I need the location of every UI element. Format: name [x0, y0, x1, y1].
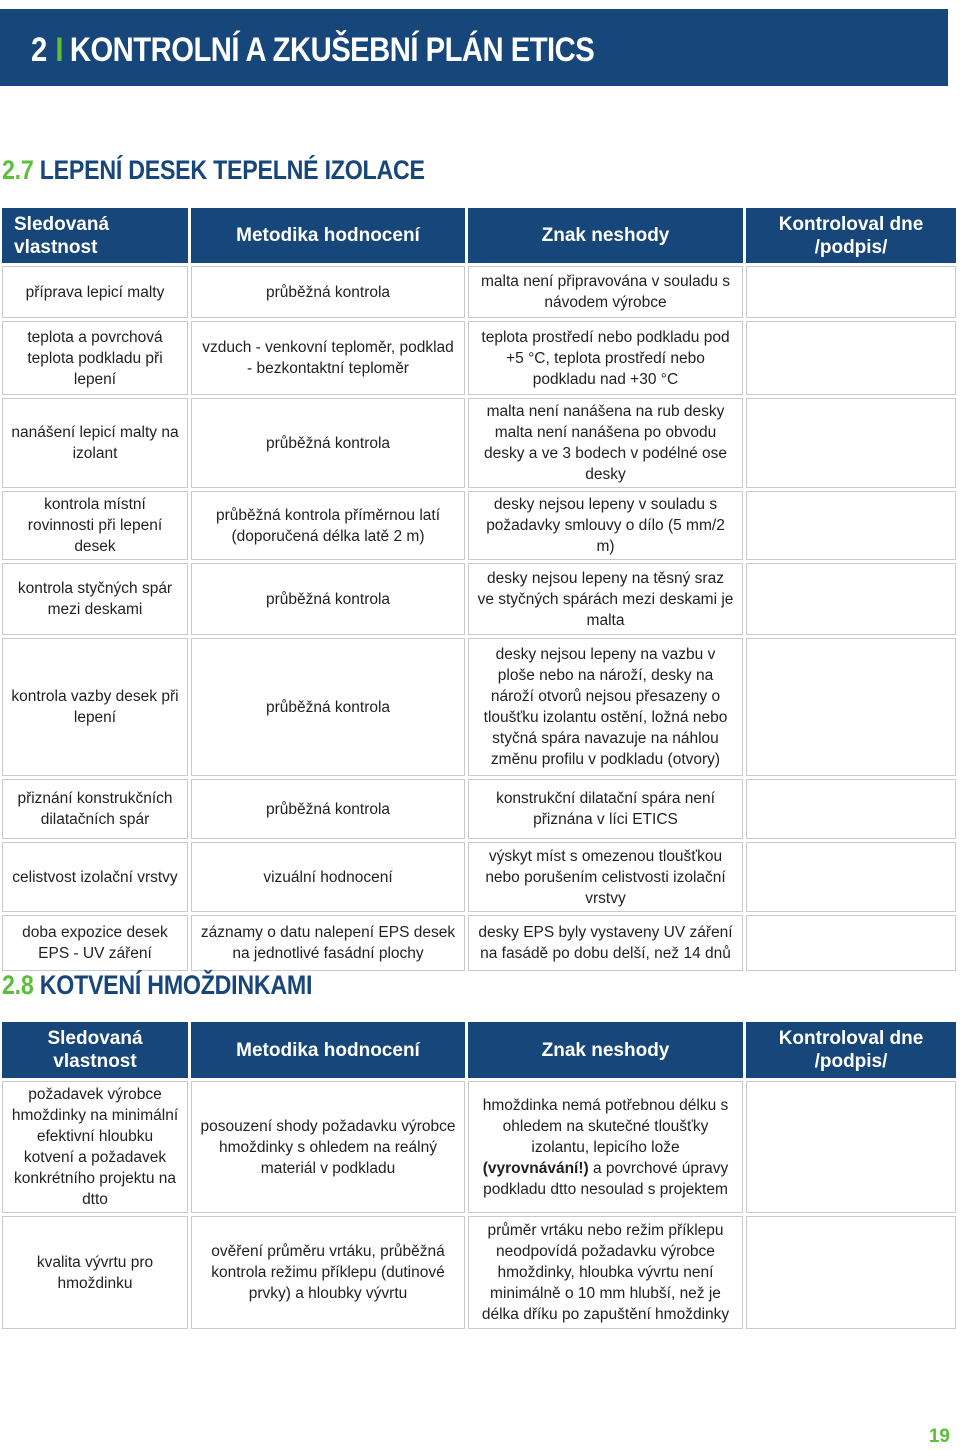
- cell-kontroloval[interactable]: [746, 638, 956, 776]
- cell-neshoda: výskyt míst s omezenou tloušťkou nebo porušením celistvosti izolační vrstvy: [468, 842, 743, 912]
- cell-vlastnost: doba expozice desek EPS - UV záření: [2, 915, 188, 971]
- section-number: 2.8: [2, 970, 34, 1000]
- neshoda-text: a povrchové úpravy podkladu dtto nesoulad s projektem: [483, 1159, 729, 1198]
- cell-vlastnost: kvalita vývrtu pro hmoždinku: [2, 1216, 188, 1329]
- cell-metodika: vzduch - venkovní teploměr, podklad - bezkontaktní teploměr: [191, 321, 465, 395]
- table-row: [2, 842, 956, 912]
- column-header: Sledovaná vlastnost: [2, 208, 188, 263]
- column-header: Sledovaná vlastnost: [2, 1022, 188, 1078]
- cell-vlastnost: celistvost izolační vrstvy: [2, 842, 188, 912]
- cell-metodika: vizuální hodnocení: [191, 842, 465, 912]
- chapter-number: 2: [31, 31, 47, 69]
- table-row: [2, 638, 956, 776]
- section-heading-2-7: [2, 155, 425, 186]
- cell-vlastnost: teplota a povrchová teplota podkladu při lepení: [2, 321, 188, 395]
- cell-metodika: průběžná kontrola: [191, 398, 465, 488]
- cell-neshoda: konstrukční dilatační spára není přiznána v líci ETICS: [468, 779, 743, 839]
- cell-kontroloval[interactable]: [746, 491, 956, 560]
- cell-metodika: průběžná kontrola: [191, 779, 465, 839]
- section-title: LEPENÍ DESEK TEPELNÉ IZOLACE: [39, 155, 425, 185]
- cell-neshoda: malta není nanášena na rub desky malta není nanášena po obvodu desky a ve 3 bodech v podélné ose desky: [468, 398, 743, 488]
- table-lepeni: [0, 205, 959, 974]
- cell-vlastnost: kontrola styčných spár mezi deskami: [2, 563, 188, 635]
- cell-metodika: průběžná kontrola příměrnou latí (doporučená délka latě 2 m): [191, 491, 465, 560]
- section-title: KOTVENÍ HMOŽDINKAMI: [39, 970, 313, 1000]
- table-row: [2, 266, 956, 318]
- table-row: [2, 398, 956, 488]
- table-row: [2, 491, 956, 560]
- cell-neshoda: desky nejsou lepeny v souladu s požadavky smlouvy o dílo (5 mm/2 m): [468, 491, 743, 560]
- cell-vlastnost: přiznání konstrukčních dilatačních spár: [2, 779, 188, 839]
- cell-metodika: posouzení shody požadavku výrobce hmoždinky s ohledem na reálný materiál v podkladu: [191, 1081, 465, 1213]
- cell-kontroloval[interactable]: [746, 1216, 956, 1329]
- chapter-title-text: KONTROLNÍ A ZKUŠEBNÍ PLÁN ETICS: [69, 31, 595, 69]
- cell-kontroloval[interactable]: [746, 266, 956, 318]
- cell-metodika: průběžná kontrola: [191, 266, 465, 318]
- table-row: [2, 1081, 956, 1213]
- section-heading-2-8: [2, 970, 312, 1001]
- cell-vlastnost: kontrola místní rovinnosti při lepení desek: [2, 491, 188, 560]
- chapter-title: [31, 31, 594, 70]
- section-number: 2.7: [2, 155, 34, 185]
- neshoda-text: hmoždinka nemá potřebnou délku s ohledem na skutečné tloušťky izolantu, lepicího lože: [482, 1096, 729, 1156]
- cell-vlastnost: kontrola vazby desek při lepení: [2, 638, 188, 776]
- table-header-row: [2, 208, 956, 263]
- cell-neshoda: [468, 1081, 743, 1213]
- cell-neshoda: desky nejsou lepeny na vazbu v ploše nebo na nároží, desky na nároží otvorů nejsou přesazeny o tloušťku izolantu ostění, ložná nebo styčná spára navazuje na náhlou změnu profilu v podkladu (otvory): [468, 638, 743, 776]
- column-header: Znak neshody: [468, 1022, 743, 1078]
- cell-vlastnost: nanášení lepicí malty na izolant: [2, 398, 188, 488]
- cell-metodika: průběžná kontrola: [191, 638, 465, 776]
- cell-neshoda: teplota prostředí nebo podkladu pod +5 °C, teplota prostředí nebo podkladu nad +30 °C: [468, 321, 743, 395]
- cell-kontroloval[interactable]: [746, 915, 956, 971]
- neshoda-text: průměr vrtáku nebo režim příklepu neodpovídá požadavku výrobce hmoždinky, hloubka vývrtu není minimálně o 10 mm hlubší, než je délka dříku po zapuštění hmoždinky: [481, 1222, 730, 1323]
- cell-kontroloval[interactable]: [746, 842, 956, 912]
- cell-kontroloval[interactable]: [746, 398, 956, 488]
- table-row: [2, 321, 956, 395]
- table-row: [2, 779, 956, 839]
- cell-metodika: ověření průměru vrtáku, průběžná kontrola režimu příklepu (dutinové prvky) a hloubky vývrtu: [191, 1216, 465, 1329]
- column-header: Kontroloval dne /podpis/: [746, 1022, 956, 1078]
- neshoda-emphasis: (vyrovnávání!): [482, 1159, 589, 1177]
- cell-neshoda: desky nejsou lepeny na těsný sraz ve styčných spárách mezi deskami je malta: [468, 563, 743, 635]
- column-header: Metodika hodnocení: [191, 1022, 465, 1078]
- cell-vlastnost: příprava lepicí malty: [2, 266, 188, 318]
- cell-kontroloval[interactable]: [746, 321, 956, 395]
- separator-bar: I: [55, 31, 63, 69]
- table-header-row: [2, 1022, 956, 1078]
- cell-neshoda: desky EPS byly vystaveny UV záření na fasádě po dobu delší, než 14 dnů: [468, 915, 743, 971]
- table-row: [2, 1216, 956, 1329]
- cell-vlastnost: požadavek výrobce hmoždinky na minimální efektivní hloubku kotvení a požadavek konkrétního projektu na dtto: [2, 1081, 188, 1213]
- table-row: [2, 915, 956, 971]
- cell-metodika: průběžná kontrola: [191, 563, 465, 635]
- column-header: Znak neshody: [468, 208, 743, 263]
- column-header: Metodika hodnocení: [191, 208, 465, 263]
- table-row: [2, 563, 956, 635]
- table-kotveni: [0, 1019, 959, 1332]
- cell-kontroloval[interactable]: [746, 779, 956, 839]
- cell-metodika: záznamy o datu nalepení EPS desek na jednotlivé fasádní plochy: [191, 915, 465, 971]
- cell-kontroloval[interactable]: [746, 563, 956, 635]
- cell-kontroloval[interactable]: [746, 1081, 956, 1213]
- chapter-banner: [0, 9, 948, 86]
- cell-neshoda: malta není připravována v souladu s návodem výrobce: [468, 266, 743, 318]
- page-number: 19: [928, 1426, 950, 1447]
- cell-neshoda: [468, 1216, 743, 1329]
- column-header: Kontroloval dne /podpis/: [746, 208, 956, 263]
